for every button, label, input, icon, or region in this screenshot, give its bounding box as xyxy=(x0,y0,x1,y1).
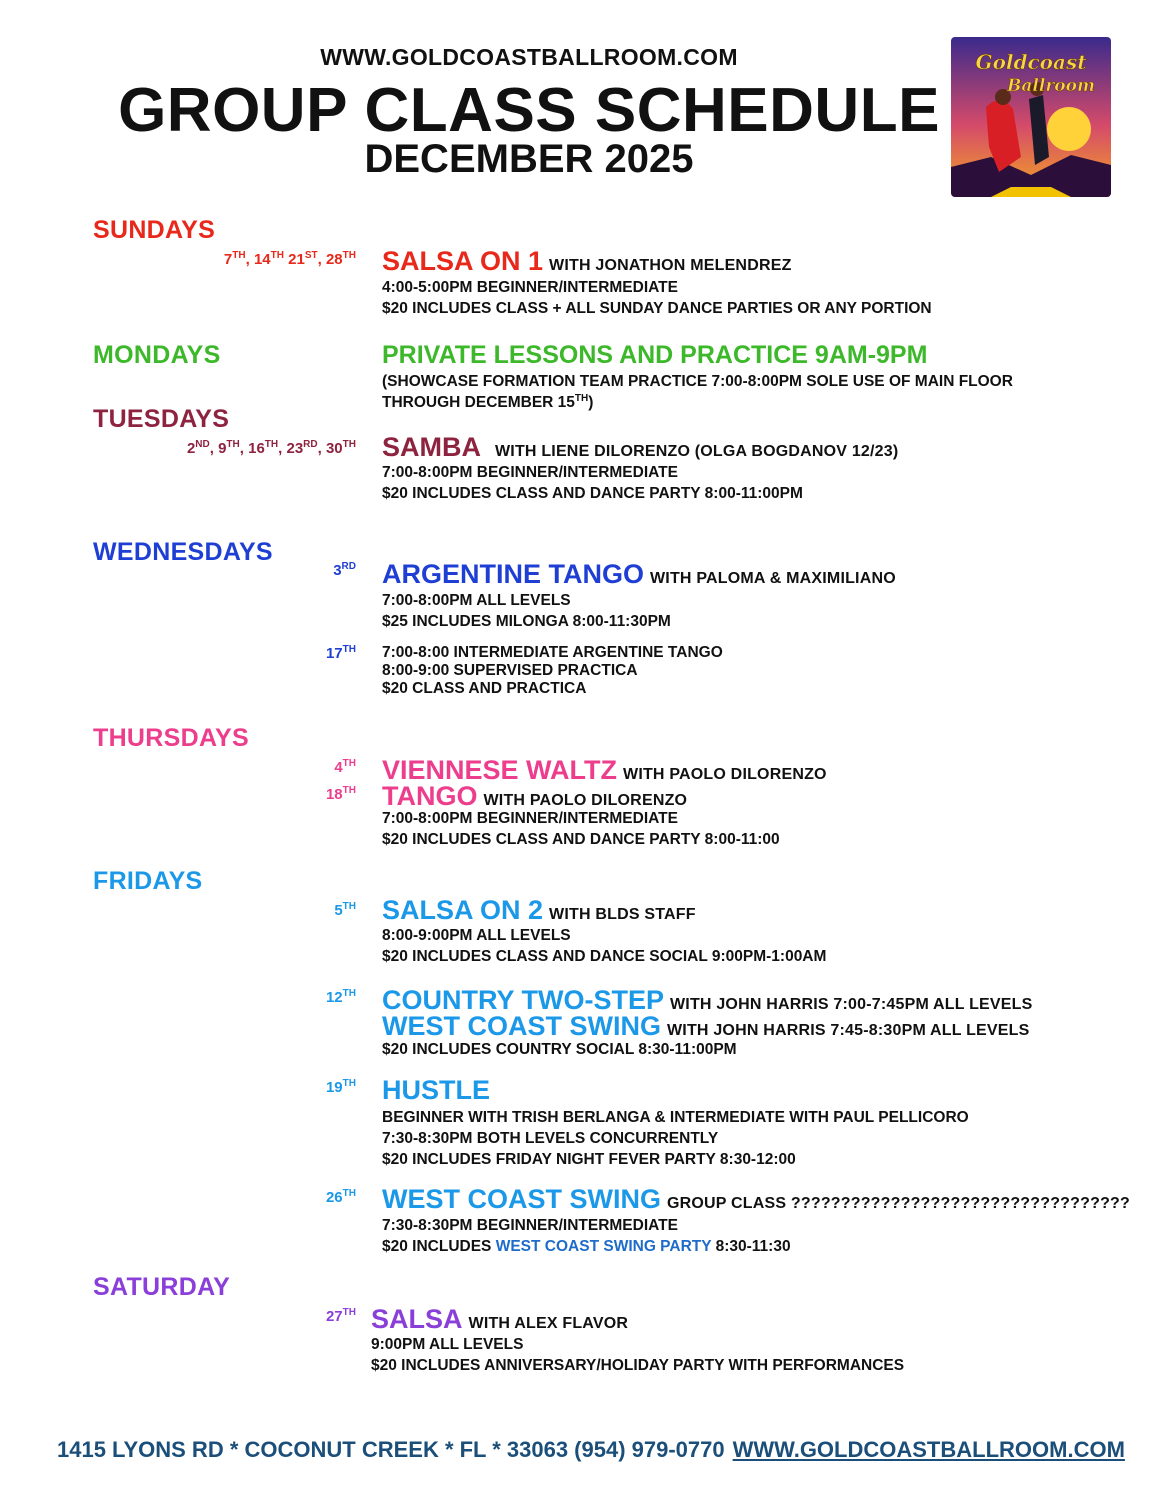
page-subtitle: DECEMBER 2025 xyxy=(364,137,694,181)
wednesdays-details: 7:00-8:00PM ALL LEVELS $25 INCLUDES MILONGA 8:00-11:30PM xyxy=(382,592,671,630)
mondays-details: (SHOWCASE FORMATION TEAM PRACTICE 7:00-8:00PM SOLE USE OF MAIN FLOOR THROUGH DECEMBER 15TH) xyxy=(382,373,1013,411)
instructor: WITH PALOMA & MAXIMILIANO xyxy=(650,570,896,587)
fridays-details-3: BEGINNER WITH TRISH BERLANGA & INTERMEDIATE WITH PAUL PELLICORO 7:30-8:30PM BOTH LEVELS CONCURRENTLY $20 INCLUDES FRIDAY NIGHT FEVER PARTY 8:30-12:00 xyxy=(382,1109,969,1168)
footer-website-link[interactable]: WWW.GOLDCOASTBALLROOM.COM xyxy=(732,1437,1125,1462)
instructor: WITH JOHN HARRIS 7:45-8:30PM ALL LEVELS xyxy=(667,1022,1030,1039)
wcs-party-link: WEST COAST SWING PARTY xyxy=(495,1238,712,1255)
sundays-class xyxy=(382,246,792,281)
class-name: COUNTRY TWO-STEP xyxy=(382,985,664,1015)
wednesdays-date-3: 3RD xyxy=(333,561,356,579)
thursdays-details: 7:00-8:00PM BEGINNER/INTERMEDIATE $20 INCLUDES CLASS AND DANCE PARTY 8:00-11:00 xyxy=(382,810,780,848)
thursdays-date-4: 4TH xyxy=(334,758,356,776)
class-name: SALSA ON 1 xyxy=(382,246,544,276)
instructor: GROUP CLASS ?????????????????????????????????? xyxy=(667,1195,1130,1212)
ballroom-logo xyxy=(951,37,1111,197)
class-name: HUSTLE xyxy=(382,1075,490,1105)
wednesdays-details-2: 7:00-8:00 INTERMEDIATE ARGENTINE TANGO 8:00-9:00 SUPERVISED PRACTICA $20 CLASS AND PRACTICA xyxy=(382,644,723,697)
thursdays-heading: THURSDAYS xyxy=(93,724,249,752)
class-name: VIENNESE WALTZ xyxy=(382,755,618,785)
fridays-details-2: $20 INCLUDES COUNTRY SOCIAL 8:30-11:00PM xyxy=(382,1041,737,1058)
fridays-date-5: 5TH xyxy=(334,901,356,919)
class-name: ARGENTINE TANGO xyxy=(382,559,644,589)
tuesdays-dates: 2ND, 9TH, 16TH, 23RD, 30TH xyxy=(186,439,356,457)
thursdays-date-18: 18TH xyxy=(325,785,356,803)
instructor: WITH PAOLO DILORENZO xyxy=(623,766,827,783)
website-url[interactable]: WWW.GOLDCOASTBALLROOM.COM xyxy=(320,44,738,70)
wednesdays-date-17: 17TH xyxy=(325,644,356,662)
fridays-details-1: 8:00-9:00PM ALL LEVELS $20 INCLUDES CLASS AND DANCE SOCIAL 9:00PM-1:00AM xyxy=(382,927,827,965)
footer-address: 1415 LYONS RD * COCONUT CREEK * FL * 33063 (954) 979-0770 xyxy=(57,1437,725,1462)
fridays-details-4: 7:30-8:30PM BEGINNER/INTERMEDIATE $20 INCLUDES WEST COAST SWING PARTY 8:30-11:30 xyxy=(382,1217,791,1255)
sundays-heading: SUNDAYS xyxy=(93,216,216,244)
fridays-class-4 xyxy=(382,1075,490,1105)
fridays-class-5 xyxy=(382,1184,1130,1219)
instructor: WITH BLDS STAFF xyxy=(549,906,696,923)
logo-art xyxy=(951,37,1111,197)
logo-text: Goldcoast xyxy=(975,50,1087,74)
class-name: WEST COAST SWING xyxy=(382,1184,661,1214)
page-title: GROUP CLASS SCHEDULE xyxy=(118,76,940,145)
class-name: SAMBA xyxy=(382,432,481,462)
tuesdays-details: 7:00-8:00PM BEGINNER/INTERMEDIATE $20 INCLUDES CLASS AND DANCE PARTY 8:00-11:00PM xyxy=(382,464,803,502)
class-name: SALSA xyxy=(371,1304,463,1334)
mondays-heading: MONDAYS xyxy=(93,341,221,369)
saturday-heading: SATURDAY xyxy=(93,1273,231,1301)
fridays-heading: FRIDAYS xyxy=(93,867,203,895)
sundays-details: 4:00-5:00PM BEGINNER/INTERMEDIATE $20 INCLUDES CLASS + ALL SUNDAY DANCE PARTIES OR ANY PORTION xyxy=(382,279,932,317)
instructor: WITH LIENE DILORENZO (OLGA BOGDANOV 12/23) xyxy=(495,443,899,460)
mondays-class: PRIVATE LESSONS AND PRACTICE 9AM-9PM xyxy=(382,341,928,369)
svg-text:Ballroom: Ballroom xyxy=(1007,76,1095,96)
saturday-details: 9:00PM ALL LEVELS $20 INCLUDES ANNIVERSARY/HOLIDAY PARTY WITH PERFORMANCES xyxy=(371,1336,905,1374)
sundays-dates: 7TH, 14TH 21ST, 28TH xyxy=(223,250,356,268)
saturday-date-27: 27TH xyxy=(325,1307,356,1325)
tuesdays-heading: TUESDAYS xyxy=(93,405,230,433)
wednesdays-heading: WEDNESDAYS xyxy=(93,538,273,566)
class-name: SALSA ON 2 xyxy=(382,895,544,925)
class-name: TANGO xyxy=(382,781,478,811)
fridays-date-19: 19TH xyxy=(325,1078,356,1096)
class-name: WEST COAST SWING xyxy=(382,1011,661,1041)
fridays-date-12: 12TH xyxy=(325,988,356,1006)
instructor: WITH PAOLO DILORENZO xyxy=(483,792,688,809)
instructor: WITH JONATHON MELENDREZ xyxy=(549,257,792,274)
instructor: WITH JOHN HARRIS 7:00-7:45PM ALL LEVELS xyxy=(670,996,1033,1013)
instructor: WITH ALEX FLAVOR xyxy=(468,1315,629,1332)
footer xyxy=(57,1437,1125,1463)
wednesdays-class xyxy=(382,559,896,594)
fridays-date-26: 26TH xyxy=(325,1188,356,1206)
